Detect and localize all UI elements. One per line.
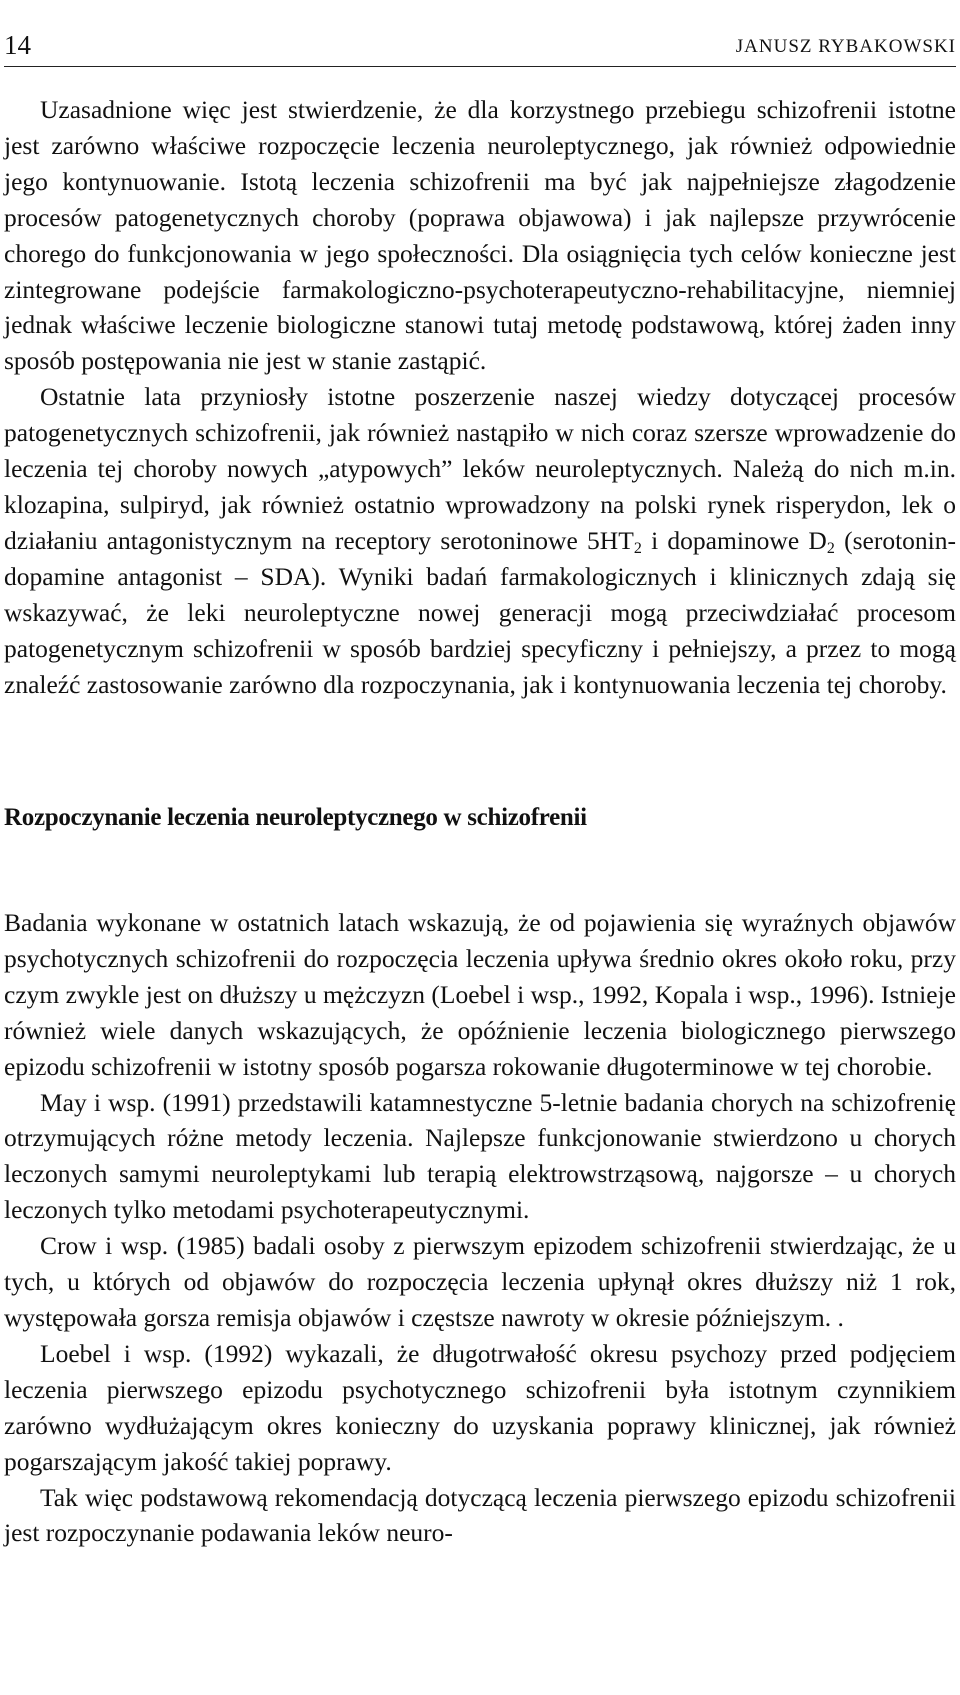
paragraph: Loebel i wsp. (1992) wykazali, że długotrwałość okresu psychozy przed podjęciem leczenia pierwszego epizodu psychotycznego schizofrenii była istotnym czynnikiem zarówno wydłużającym okres konieczny do uzyskania poprawy klinicznej, jak również pogarszającym jakość takiej poprawy. xyxy=(4,1338,956,1476)
paragraph xyxy=(4,379,956,702)
text-span: i dopaminowe D xyxy=(641,525,827,555)
page-number: 14 xyxy=(4,30,31,60)
subscript: 2 xyxy=(826,539,835,557)
running-header xyxy=(4,30,956,67)
text-span: (serotonin-dopamine antagonist – SDA). Wyniki badań farmakologicznych i klinicznych zdają się wskazywać, że leki neuroleptyczne nowej generacji mogą przeciwdziałać procesom patogenetycznym schizofrenii w sposób bardziej specyficzny i pełniejszy, a przez to mogą znaleźć zastosowanie zarówno dla rozpoczynania, jak i kontynuowania leczenia tej choroby. xyxy=(4,525,956,699)
paragraph: May i wsp. (1991) przedstawili katamnestyczne 5-letnie badania chorych na schizofrenię otrzymujących różne metody leczenia. Najlepsze funkcjonowanie stwierdzono u chorych leczonych samymi neuroleptykami lub terapią elektrowstrząsową, najgorsze – u chorych leczonych tylko metodami psychoterapeutycznymi. xyxy=(4,1087,956,1225)
section-heading: Rozpoczynanie leczenia neuroleptycznego w schizofrenii xyxy=(4,804,587,831)
paragraph: Tak więc podstawową rekomendacją dotyczącą leczenia pierwszego epizodu schizofrenii jest rozpoczynanie podawania leków neuro- xyxy=(4,1482,956,1548)
paragraph: Crow i wsp. (1985) badali osoby z pierwszym epizodem schizofrenii stwierdzając, że u tych, u których od objawów do rozpoczęcia leczenia upłynął okres dłuższy niż 1 rok, występowała gorsza remisja objawów i częstsze nawroty w okresie późniejszym. . xyxy=(4,1231,956,1332)
subscript: 2 xyxy=(633,539,642,557)
intro-text xyxy=(4,92,956,702)
paragraph: Badania wykonane w ostatnich latach wskazują, że od pojawienia się wyraźnych objawów psychotycznych schizofrenii do rozpoczęcia leczenia upływa średnio okres około roku, przy czym zwykle jest on dłuższy u mężczyzn (Loebel i wsp., 1992, Kopala i wsp., 1996). Istnieje również wiele danych wskazujących, że opóźnienie leczenia biologicznego pierwszego epizodu schizofrenii w istotny sposób pogarsza rokowanie długoterminowe w tej chorobie. xyxy=(4,908,956,1081)
text-span: Ostatnie lata przyniosły istotne poszerzenie naszej wiedzy dotyczącej procesów patogenetycznych schizofrenii, jak również nastąpiło w nich coraz szersze wprowadzenie do leczenia tej choroby nowych „atypowych” leków neuroleptycznych. Należą do nich m.in. klozapina, sulpiryd, jak również ostatnio wprowadzony na polski rynek risperydon, lek o działaniu antagonistycznym na receptory serotoninowe 5HT xyxy=(4,382,956,555)
section-text xyxy=(4,905,956,1551)
paragraph: Uzasadnione więc jest stwierdzenie, że dla korzystnego przebiegu schizofrenii istotne jest zarówno właściwe rozpoczęcie leczenia neuroleptycznego, jak również odpowiednie jego kontynuowanie. Istotą leczenia schizofrenii ma być jak najpełniejsze złagodzenie procesów patogenetycznych choroby (poprawa objawowa) i jak najlepsze przywrócenie chorego do funkcjonowania w jego społeczności. Dla osiągnięcia tych celów konieczne jest zintegrowane podejście farmakologiczno-psychoterapeutyczno-rehabilitacyjne, niemniej jednak właściwe leczenie biologiczne stanowi tutaj metodę podstawową, której żaden inny sposób postępowania nie jest w stanie zastąpić. xyxy=(4,95,956,376)
running-author: JANUSZ RYBAKOWSKI xyxy=(735,36,956,57)
